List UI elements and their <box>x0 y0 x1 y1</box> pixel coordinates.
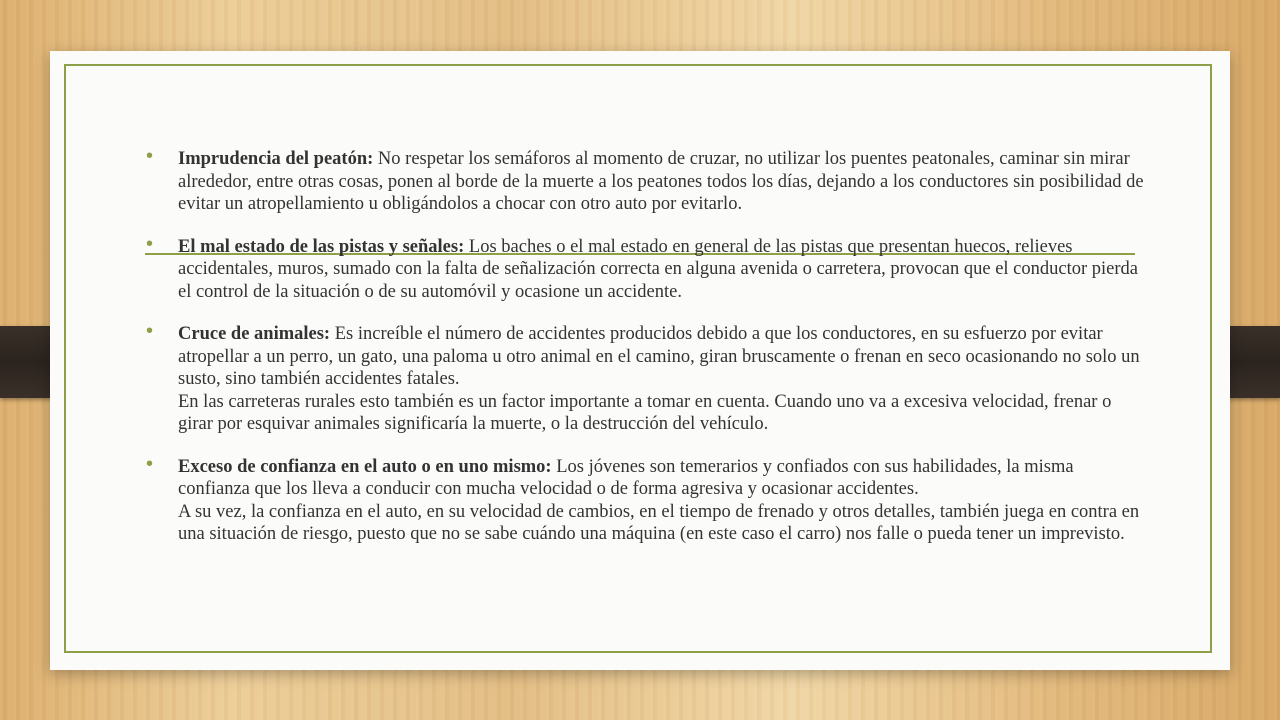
bullet-item-road-conditions <box>146 236 1146 304</box>
bullet-body: Los jóvenes son temerarios y confiados con sus habilidades, la misma confianza que los lleva a conducir con mucha velocidad o de forma agresiva y ocasionar accidentes. <box>178 456 1074 499</box>
bullet-body: No respetar los semáforos al momento de cruzar, no utilizar los puentes peatonales, caminar sin mirar alrededor, entre otras cosas, ponen al borde de la muerte a los peatones todos los días, dejando a los conductores sin posibilidad de evitar un atropellamiento u obligándolos a chocar con otro auto por evitarlo. <box>178 149 1144 214</box>
bullet-body-continuation: En las carreteras rurales esto también es un factor importante a tomar en cuenta. Cuando uno va a excesiva velocidad, frenar o girar por esquivar animales significaría la muerte, o la destrucción del vehículo. <box>178 391 1112 434</box>
bullet-term: Imprudencia del peatón: <box>178 149 374 169</box>
bullet-item-overconfidence <box>146 456 1146 546</box>
bullet-term: El mal estado de las pistas y señales: <box>178 236 465 257</box>
bullet-term: Cruce de animales: <box>178 324 331 344</box>
bullet-list <box>146 148 1146 546</box>
slide-paper <box>50 51 1230 670</box>
bullet-body-continuation: A su vez, la confianza en el auto, en su velocidad de cambios, en el tiempo de frenado y otros detalles, también juega en contra en una situación de riesgo, puesto que no se sabe cuándo una máquina (en este caso el carro) nos falle o pueda tener un imprevisto. <box>178 501 1140 544</box>
bullet-body: Los baches o el mal estado en general de las pistas que presentan huecos, relieves accidentales, muros, sumado con la falta de señalización correcta en alguna avenida o carretera, provocan que el conductor pierda el control de la situación o de su automóvil y ocasione un accidente. <box>178 236 1138 302</box>
bullet-term: Exceso de confianza en el auto o en uno mismo: <box>178 456 552 477</box>
bullet-item-pedestrian <box>146 148 1146 216</box>
bullet-item-animal-crossing <box>146 323 1146 436</box>
bullet-body: Es increíble el número de accidentes producidos debido a que los conductores, en su esfuerzo por evitar atropellar a un perro, un gato, una paloma u otro animal en el camino, giran bruscamente o frenan en seco ocasionando no solo un susto, sino también accidentes fatales. <box>178 324 1140 389</box>
